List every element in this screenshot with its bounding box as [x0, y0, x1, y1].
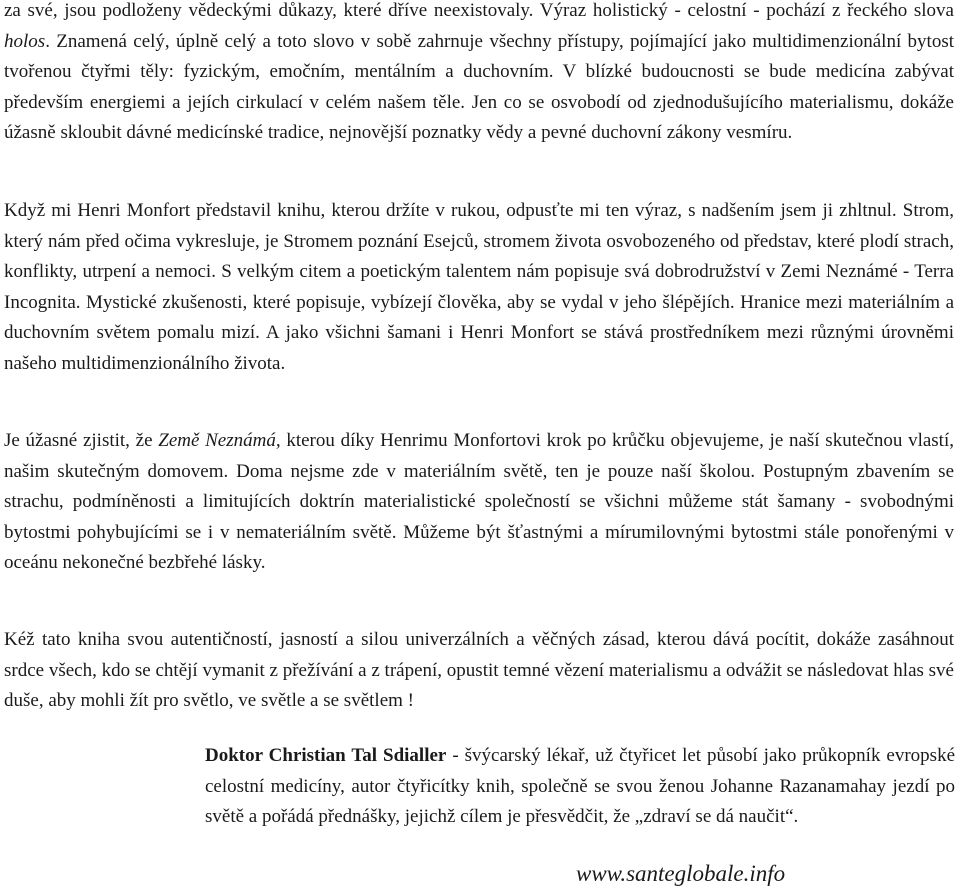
paragraph-text: kterou díky Henrimu Monfortovi krok po krůčku objevujeme, je naší skutečnou vlastí, našim skutečným domovem. Doma nejsme zde v materiálním světě, ten je pouze naší školou. Postupným zbavením se strachu, podmíněnosti a limitujících doktrín materialistické společností se všichni můžeme stát šamany - svobodnými bytostmi pohybujícími se i v nemateriálním světě. Můžeme být šťastnými a mírumilovnými bytostmi stále ponořenými v oceánu nekonečné bezbřehé lásky. [4, 430, 954, 573]
paragraph-holistic-medicine [4, 0, 954, 149]
italic-word-holos: holos [4, 30, 46, 52]
author-description: - švýcarský lékař, už čtyřicet let působí jako průkopník evropské celostní medicíny, autor čtyřicítky knih, společně se svou ženou Johanne Razanamahay jezdí po světě a pořádá přednášky, jejichž cílem je přesvědčit, že „zdraví se dá naučit“. [205, 745, 955, 827]
paragraph-text: . Znamená celý, úplně celý a toto slovo v sobě zahrnuje všechny přístupy, pojímající jako multidimenzionální bytost tvořenou čtyřmi těly: fyzickým, emočním, mentálním a duchovním. V blízké budoucnosti se bude medicína zabývat především energiemi a jejích cirkulací v celém našem těle. Jen co se osvobodí od zjednodušujícího materialismu, dokáže úžasně skloubit dávné medicínské tradice, nejnovější poznatky vědy a pevné duchovní zákony vesmíru. [4, 30, 954, 143]
paragraph-unknown-land [4, 426, 954, 579]
author-name: Doktor Christian Tal Sdialler [205, 745, 447, 766]
author-bio [205, 741, 955, 833]
paragraph-book-introduction: Když mi Henri Monfort představil knihu, kterou držíte v rukou, odpusťte mi ten výraz, s nadšením jsem ji zhltnul. Strom, který nám před očima vykresluje, je Stromem poznání Esejců, stromem života osvobozeného od představ, které plodí strach, konflikty, utrpení a nemoci. S velkým citem a poetickým talentem nám popisuje svá dobrodružství v Zemi Neznámé - Terra Incognita. Mystické zkušenosti, které popisuje, vybízejí člověka, aby se vydal v jeho šlépějích. Hranice mezi materiálním a duchovním světem pomalu mizí. A jako všichni šamani i Henri Monfort se stává prostředníkem mezi různými úrovněmi našeho multidimenzionálního života. [4, 200, 954, 374]
paragraph-wish: Kéž tato kniha svou autentičností, jasností a silou univerzálních a věčných zásad, kterou dává pocítit, dokáže zasáhnout srdce všech, kdo se chtějí vymanit z přežívání a z trápení, opustit temné vězení materialismu a odvážit se následovat hlas své duše, aby mohli žít pro světlo, ve světle a se světlem ! [4, 629, 954, 711]
paragraph-text: Je úžasné zjistit, že [4, 430, 159, 451]
website-link[interactable]: www.santeglobale.info [576, 861, 786, 886]
italic-phrase-zeme-neznama: Země Neznámá, [158, 430, 281, 451]
paragraph-text: za své, jsou podloženy vědeckými důkazy, které dříve neexistovaly. Výraz holistický - celostní - pochází z řeckého slova [4, 0, 954, 21]
